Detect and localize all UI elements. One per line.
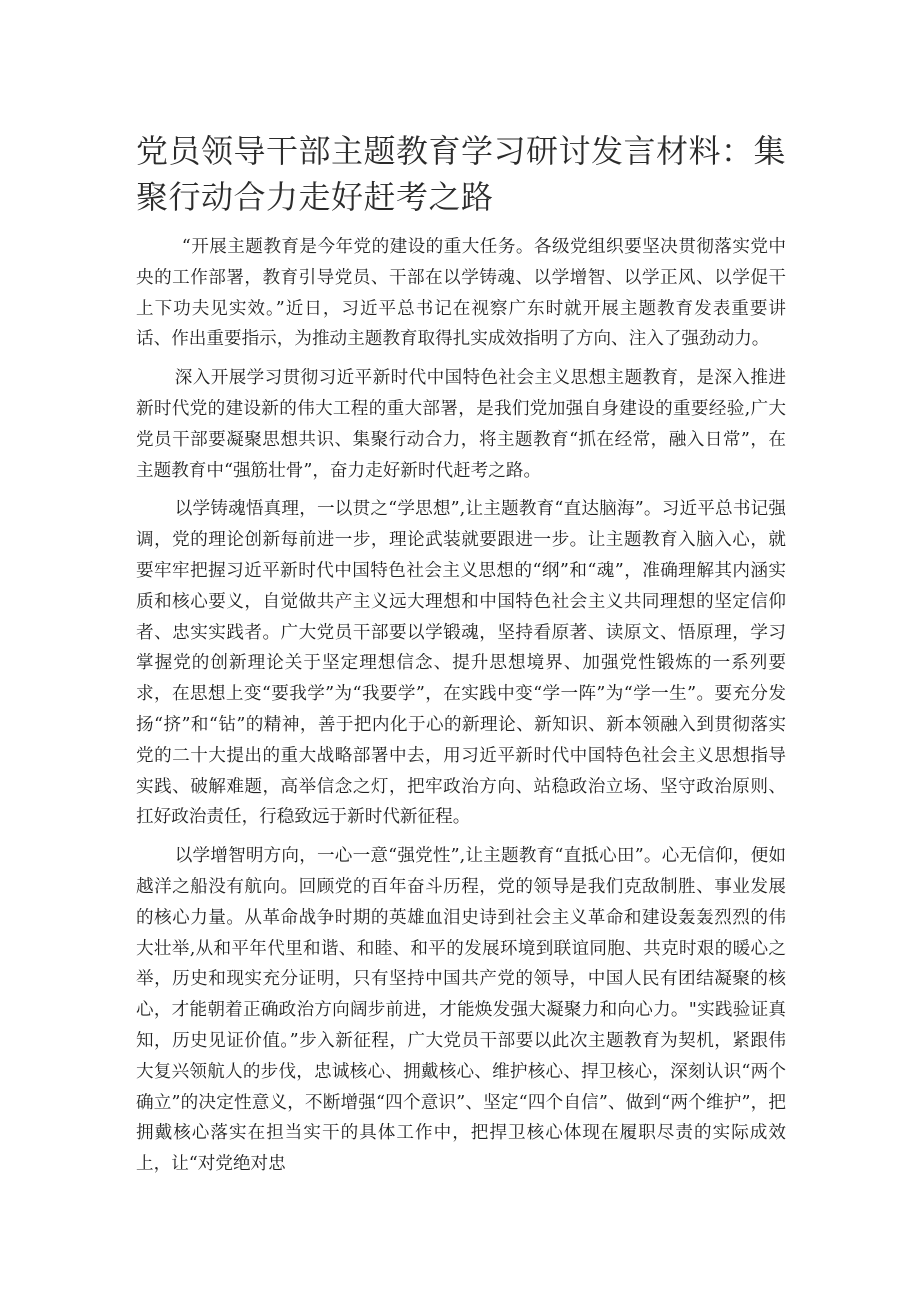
document-title: 党员领导干部主题教育学习研讨发言材料：集聚行动合力走好赶考之路 (136, 132, 787, 216)
document-body (136, 232, 786, 1188)
paragraph: “开展主题教育是今年党的建设的重大任务。各级党组织要坚决贯彻落实党中央的工作部署，教育引导党员、干部在以学铸魂、以学增智、以学正风、以学促干上下功夫见实效。”近日，习近平总书记在视察广东时就开展主题教育发表重要讲话、作出重要指示，为推动主题教育取得扎实成效指明了方向、注入了强劲动力。 (136, 237, 786, 350)
paragraph: 深入开展学习贯彻习近平新时代中国特色社会主义思想主题教育，是深入推进新时代党的建设新的伟大工程的重大部署，是我们党加强自身建设的重要经验,广大党员干部要凝聚思想共识、集聚行动合力，将主题教育“抓在经常，融入日常”，在主题教育中“强筋壮骨”，奋力走好新时代赶考之路。 (136, 368, 786, 481)
paragraph: 以学增智明方向，一心一意“强党性”,让主题教育“直抵心田”。心无信仰，便如越洋之船没有航向。回顾党的百年奋斗历程，党的领导是我们克敌制胜、事业发展的核心力量。从革命战争时期的英雄血泪史诗到社会主义革命和建设轰轰烈烈的伟大壮举,从和平年代里和谐、和睦、和平的发展环境到联谊同胞、共克时艰的暖心之举，历史和现实充分证明，只有坚持中国共产党的领导，中国人民有团结凝聚的核心，才能朝着正确政治方向阔步前进，才能焕发强大凝聚力和向心力。"实践验证真知，历史见证价值。”步入新征程，广大党员干部要以此次主题教育为契机，紧跟伟大复兴领航人的步伐，忠诚核心、拥戴核心、维护核心、捍卫核心，深刻认识“两个确立”的决定性意义，不断增强“四个意识”、坚定“四个自信”、做到“两个维护”，把拥戴核心落实在担当实干的具体工作中，把捍卫核心体现在履职尽责的实际成效上，让“对党绝对忠 (136, 846, 786, 1175)
paragraph: 以学铸魂悟真理，一以贯之“学思想”,让主题教育“直达脑海”。习近平总书记强调，党的理论创新每前进一步，理论武装就要跟进一步。让主题教育入脑入心，就要牢牢把握习近平新时代中国特色社会主义思想的“纲”和“魂”，准确理解其内涵实质和核心要义，自觉做共产主义远大理想和中国特色社会主义共同理想的坚定信仰者、忠实实践者。广大党员干部要以学锻魂，坚持看原著、读原文、悟原理，学习掌握党的创新理论关于坚定理想信念、提升思想境界、加强党性锻炼的一系列要求，在思想上变“要我学”为“我要学”，在实践中变“学一阵”为“学一生”。要充分发扬“挤”和“钻”的精神，善于把内化于心的新理论、新知识、新本领融入到贯彻落实党的二十大提出的重大战略部署中去，用习近平新时代中国特色社会主义思想指导实践、破解难题，高举信念之灯，把牢政治方向、站稳政治立场、坚守政治原则、扛好政治责任，行稳致远于新时代新征程。 (136, 499, 786, 828)
